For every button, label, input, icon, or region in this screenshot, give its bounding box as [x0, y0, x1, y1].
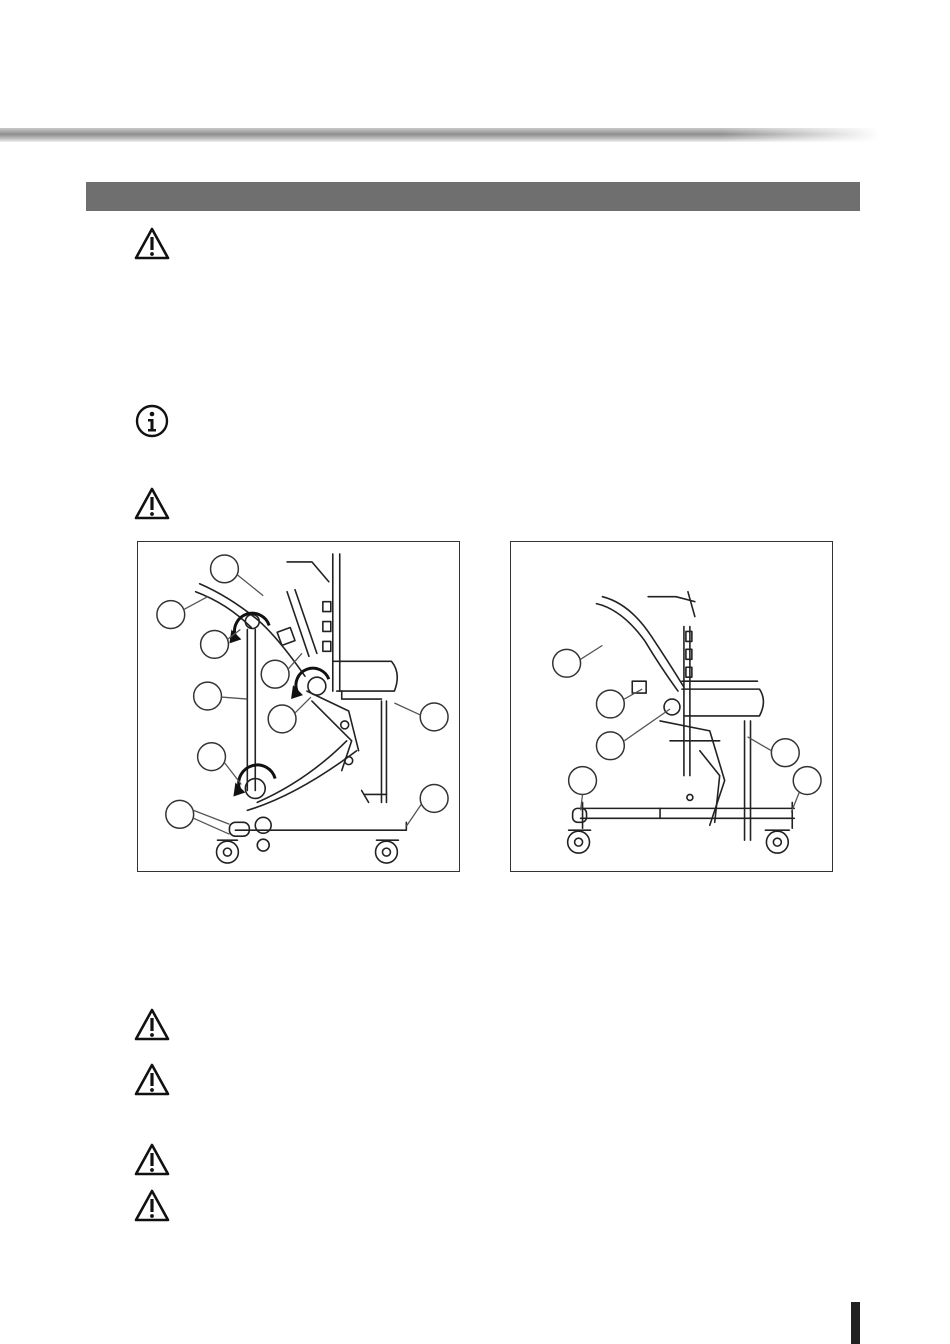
warning-icon	[134, 1008, 170, 1042]
warning-icon	[134, 1143, 170, 1177]
standing-frame-illustration-right	[511, 542, 832, 871]
header-rule	[0, 128, 880, 142]
warning-icon	[134, 1063, 170, 1097]
warning-icon	[134, 487, 170, 521]
warning-icon	[134, 1189, 170, 1223]
section-heading-bar	[86, 182, 860, 211]
standing-frame-illustration-left	[138, 542, 459, 871]
warning-icon	[134, 227, 170, 261]
figure-left	[137, 541, 460, 872]
info-icon	[134, 404, 170, 438]
page-edge-marker	[851, 1302, 860, 1344]
figure-right	[510, 541, 833, 872]
